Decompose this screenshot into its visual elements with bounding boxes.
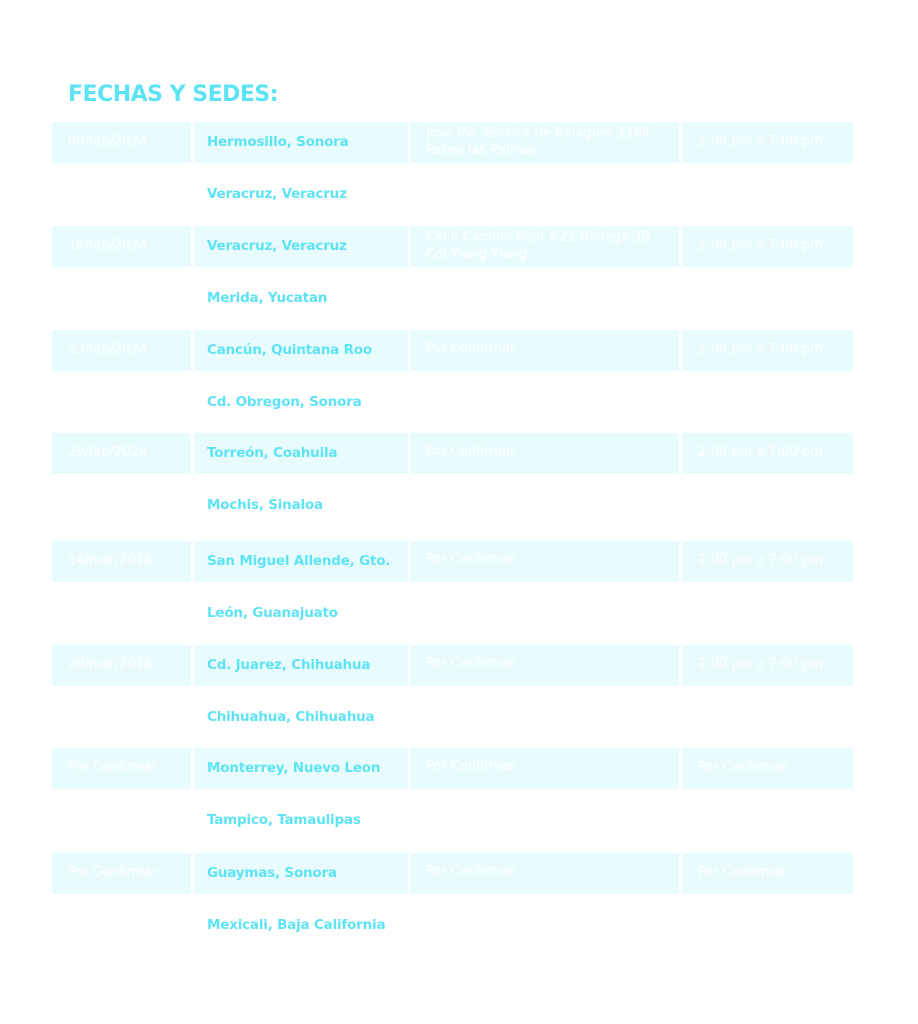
time-cell (682, 541, 853, 582)
time-cell (682, 433, 853, 474)
city-text: Veracruz, Veracruz (207, 238, 347, 254)
address-cell (410, 853, 679, 894)
time-text: 2:00 pm a 7:00 pm (698, 445, 823, 460)
date-text: 15/feb/2024 (68, 238, 148, 253)
address-text: Por Confirmar (426, 444, 516, 459)
city-text: Hermosillo, Sonora (207, 134, 349, 150)
address-text: Por Confirmar (426, 759, 516, 774)
city-text: León, Guanajuato (207, 605, 338, 621)
city-text: Torreón, Coahuila (207, 445, 338, 461)
city-text: San Miguel Allende, Gto. (207, 553, 391, 569)
city-text: Merida, Yucatan (207, 290, 328, 306)
time-text: Por Confirmar (698, 865, 788, 880)
city-text: Mexicali, Baja California (207, 917, 386, 933)
address-cell (410, 122, 679, 163)
page-title: FECHAS Y SEDES: (68, 82, 279, 107)
city-cell (194, 485, 408, 526)
city-cell (194, 433, 408, 474)
city-text: Chihuahua, Chihuahua (207, 709, 375, 725)
time-cell (682, 226, 853, 267)
address-text: Jose Ma. Escrica de Balaguer 1184, Paseo las Palmas (426, 126, 655, 158)
city-cell (194, 174, 408, 215)
address-cell (410, 226, 679, 267)
date-cell (52, 433, 191, 474)
date-text: 20/mar/2024 (68, 657, 153, 672)
address-text: Por Confirmar (426, 552, 516, 567)
city-cell (194, 593, 408, 634)
city-cell (194, 800, 408, 841)
time-text: 2:00 pm a 7:00 pm (698, 238, 823, 253)
time-text: 2:00 pm a 7:00 pm (698, 553, 823, 568)
time-text: 2:00 pm a 7:00 pm (698, 134, 823, 149)
city-cell (194, 226, 408, 267)
time-text: 2:00 pm a 7:00 pm (698, 342, 823, 357)
address-cell (410, 748, 679, 789)
time-cell (682, 122, 853, 163)
city-cell (194, 853, 408, 894)
time-cell (682, 748, 853, 789)
address-cell (410, 330, 679, 371)
date-text: Por Confirmar (68, 760, 158, 775)
city-cell (194, 748, 408, 789)
city-text: Veracruz, Veracruz (207, 186, 347, 202)
city-cell (194, 122, 408, 163)
city-text: Cd. Obregon, Sonora (207, 394, 362, 410)
time-text: 2:00 pm a 7:00 pm (698, 657, 823, 672)
time-cell (682, 853, 853, 894)
city-cell (194, 905, 408, 946)
time-text: Por Confirmar (698, 760, 788, 775)
city-text: Cd. Juarez, Chihuahua (207, 657, 371, 673)
address-text: Por Confirmar (426, 656, 516, 671)
address-cell (410, 541, 679, 582)
date-cell (52, 853, 191, 894)
address-text: Por Confirmar (426, 341, 516, 356)
date-cell (52, 748, 191, 789)
address-cell (410, 433, 679, 474)
date-cell (52, 226, 191, 267)
city-text: Monterrey, Nuevo Leon (207, 760, 381, 776)
address-cell (410, 645, 679, 686)
city-text: Tampico, Tamaulipas (207, 812, 361, 828)
city-cell (194, 278, 408, 319)
date-text: 09/feb/2024 (68, 134, 148, 149)
city-cell (194, 330, 408, 371)
city-text: Mochis, Sinaloa (207, 497, 323, 513)
date-cell (52, 122, 191, 163)
time-cell (682, 330, 853, 371)
address-text: Calle Camino Real #22 Bodega 3B Col Ylang Ylang (426, 230, 651, 262)
city-text: Guaymas, Sonora (207, 865, 337, 881)
date-cell (52, 330, 191, 371)
city-text: Cancún, Quintana Roo (207, 342, 372, 358)
city-cell (194, 382, 408, 423)
city-cell (194, 645, 408, 686)
city-cell (194, 541, 408, 582)
city-cell (194, 697, 408, 738)
date-text: 29/feb/2024 (68, 445, 148, 460)
time-cell (682, 645, 853, 686)
date-text: 14/mar/2024 (68, 553, 153, 568)
date-text: 23/feb/2024 (68, 342, 148, 357)
address-text: Por Confirmar (426, 864, 516, 879)
date-cell (52, 645, 191, 686)
date-text: Por Confirmar (68, 865, 158, 880)
date-cell (52, 541, 191, 582)
